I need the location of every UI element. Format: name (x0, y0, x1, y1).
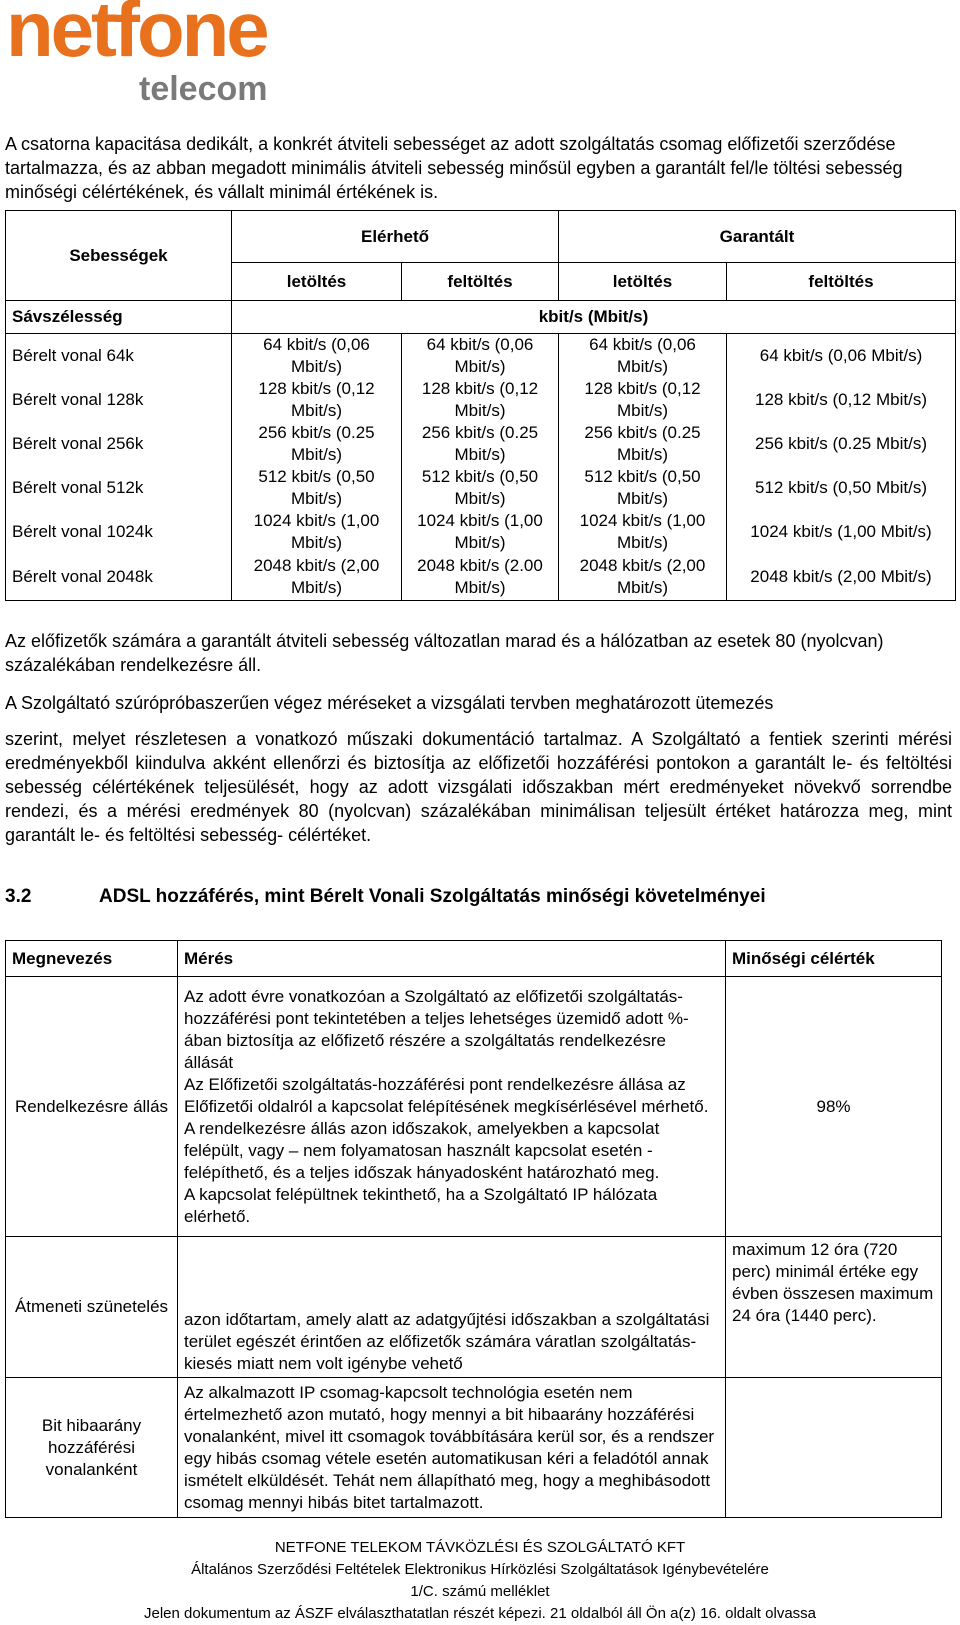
cell: 256 kbit/s (0.25 Mbit/s) (232, 422, 402, 466)
row-name: Bérelt vonal 1024k (6, 510, 232, 554)
row-name: Bérelt vonal 2048k (6, 554, 232, 600)
footer-annex: 1/C. számú melléklet (410, 1583, 550, 1600)
row-name: Átmeneti szünetelés (6, 1237, 178, 1378)
cell: 64 kbit/s (0,06 Mbit/s) (727, 334, 956, 379)
cell: 1024 kbit/s (1,00 Mbit/s) (727, 510, 956, 554)
row-measure: Az alkalmazott IP csomag-kapcsolt technológia esetén nem értelmezhető azon mutató, hogy mennyi a bit hibaarány hozzáférési vonalanként, mivel itt csomagok továbbítására kerül sor, és a rendszer egy hibás csomag vétele esetén automatikusan kéri a feladótól annak ismételt elküldését. Tehát nem állapítható meg, hogy a meghibásodott csomag mennyi hibás bitet tartalmazott. (178, 1378, 726, 1518)
footer-company: NETFONE TELEKOM TÁVKÖZLÉSI ÉS SZOLGÁLTATÓ KFT (274, 1539, 686, 1556)
cell: 64 kbit/s (0,06 Mbit/s) (559, 334, 727, 379)
row-measure: Az adott évre vonatkozóan a Szolgáltató az előfizetői szolgáltatás-hozzáférési pont tekintetében a teljes lehetséges üzemidő adott %-ában biztosítja az előfizető részére a szolgáltatás rendelkezésre állását Az Előfizetői szolgáltatás-hozzáférési pont rendelkezésre állása az Előfizetői oldalról a kapcsolat felépítésének megkísérlésével mérhető. A rendelkezésre állás azon időszakok, amelyekben a kapcsolat felépült, vagy – nem folyamatosan használt kapcsolat esetén - felépíthető, és a teljes időszak hányadosként határozható meg. A kapcsolat felépültnek tekinthető, ha a Szolgáltató IP hálózata elérhető. (178, 977, 726, 1237)
h-download-1: letöltés (232, 263, 402, 301)
footer-pages: Jelen dokumentum az ÁSZF elválaszthatatlan részét képezi. 21 oldalból áll Ön a(z) 16. oldalt olvassa (143, 1605, 817, 1622)
row-target (726, 1378, 942, 1518)
quality-table (5, 940, 942, 1518)
cell: 64 kbit/s (0,06 Mbit/s) (232, 334, 402, 379)
h-bandwidth: Sávszélesség (6, 301, 232, 334)
cell: 256 kbit/s (0.25 Mbit/s) (559, 422, 727, 466)
footer (0, 1537, 960, 1625)
row-measure: azon időtartam, amely alatt az adatgyűjtési időszakban a szolgáltatási terület egészét érintően az előfizetők számára váratlan szolgáltatás-kiesés miatt nem volt igénybe vehető (178, 1237, 726, 1378)
cell: 1024 kbit/s (1,00 Mbit/s) (559, 510, 727, 554)
h-available: Elérhető (232, 211, 559, 263)
cell: 2048 kbit/s (2,00 Mbit/s) (559, 554, 727, 600)
logo-brand: netfone (6, 0, 267, 73)
row-name: Bérelt vonal 64k (6, 334, 232, 379)
cell: 128 kbit/s (0,12 Mbit/s) (402, 378, 559, 422)
cell: 256 kbit/s (0.25 Mbit/s) (402, 422, 559, 466)
row-name: Rendelkezésre állás (6, 977, 178, 1237)
h-target: Minőségi célérték (726, 941, 942, 977)
section-number: 3.2 (5, 886, 32, 907)
h-speeds: Sebességek (6, 211, 232, 301)
section-heading (5, 886, 766, 908)
intro-paragraph: A csatorna kapacitása dedikált, a konkrét átviteli sebességet az adott szolgáltatás csomag előfizetői szerződése tartalmazza, és az abban megadott minimális átviteli sebesség minősül egyben a garantált fel/le töltési sebesség minőségi célértékének, és vállalt minimál értékének is. (5, 134, 903, 202)
cell: 512 kbit/s (0,50 Mbit/s) (727, 466, 956, 510)
row-target: maximum 12 óra (720 perc) minimál értéke egy évben összesen maximum 24 óra (1440 perc). (726, 1237, 942, 1378)
cell: 256 kbit/s (0.25 Mbit/s) (727, 422, 956, 466)
h-guaranteed: Garantált (559, 211, 956, 263)
row-name: Bérelt vonal 128k (6, 378, 232, 422)
cell: 2048 kbit/s (2,00 Mbit/s) (232, 554, 402, 600)
row-name: Bit hibaarány hozzáférési vonalanként (6, 1378, 178, 1518)
h-upload-2: feltöltés (727, 263, 956, 301)
row-name: Bérelt vonal 256k (6, 422, 232, 466)
note-measurement-2: szerint, melyet részletesen a vonatkozó műszaki dokumentáció tartalmaz. A Szolgáltató a fentiek szerinti mérési eredményekből kiindulva akként ellenőrzi és biztosítja az előfizetői hozzáférési pontokon a garantált le- és feltöltési sebesség célértékének teljesülését, hogy az adott vizsgálati időszakban mért eredményeket növekvő sorrendbe rendezi, és a mérési eredmények 80 (nyolcvan) százalékában minimálisan teljesült értéket határozza meg, mint garantált le- és feltöltési sebesség- célértéket. (5, 729, 952, 845)
section-title: ADSL hozzáférés, mint Bérelt Vonali Szolgáltatás minőségi követelményei (99, 886, 766, 907)
cell: 1024 kbit/s (1,00 Mbit/s) (402, 510, 559, 554)
h-unit: kbit/s (Mbit/s) (232, 301, 956, 334)
cell: 64 kbit/s (0,06 Mbit/s) (402, 334, 559, 379)
h-name: Megnevezés (6, 941, 178, 977)
note-measurement-1: A Szolgáltató szúrópróbaszerűen végez méréseket a vizsgálati tervben meghatározott ütemezés (5, 693, 774, 713)
footer-terms: Általános Szerződési Feltételek Elektronikus Hírközlési Szolgáltatások Igénybevételére (191, 1561, 769, 1578)
cell: 128 kbit/s (0,12 Mbit/s) (559, 378, 727, 422)
row-name: Bérelt vonal 512k (6, 466, 232, 510)
cell: 1024 kbit/s (1,00 Mbit/s) (232, 510, 402, 554)
h-measure: Mérés (178, 941, 726, 977)
note-guaranteed: Az előfizetők számára a garantált átviteli sebesség változatlan marad és a hálózatban az esetek 80 (nyolcvan) százalékában rendelkezésre áll. (5, 631, 884, 675)
speed-table (5, 210, 956, 601)
cell: 128 kbit/s (0,12 Mbit/s) (232, 378, 402, 422)
h-download-2: letöltés (559, 263, 727, 301)
cell: 2048 kbit/s (2,00 Mbit/s) (727, 554, 956, 600)
h-upload-1: feltöltés (402, 263, 559, 301)
cell: 512 kbit/s (0,50 Mbit/s) (402, 466, 559, 510)
cell: 512 kbit/s (0,50 Mbit/s) (232, 466, 402, 510)
logo-sub: telecom (139, 70, 268, 108)
netfone-logo (6, 0, 268, 108)
cell: 128 kbit/s (0,12 Mbit/s) (727, 378, 956, 422)
row-target: 98% (726, 977, 942, 1237)
cell: 512 kbit/s (0,50 Mbit/s) (559, 466, 727, 510)
cell: 2048 kbit/s (2.00 Mbit/s) (402, 554, 559, 600)
